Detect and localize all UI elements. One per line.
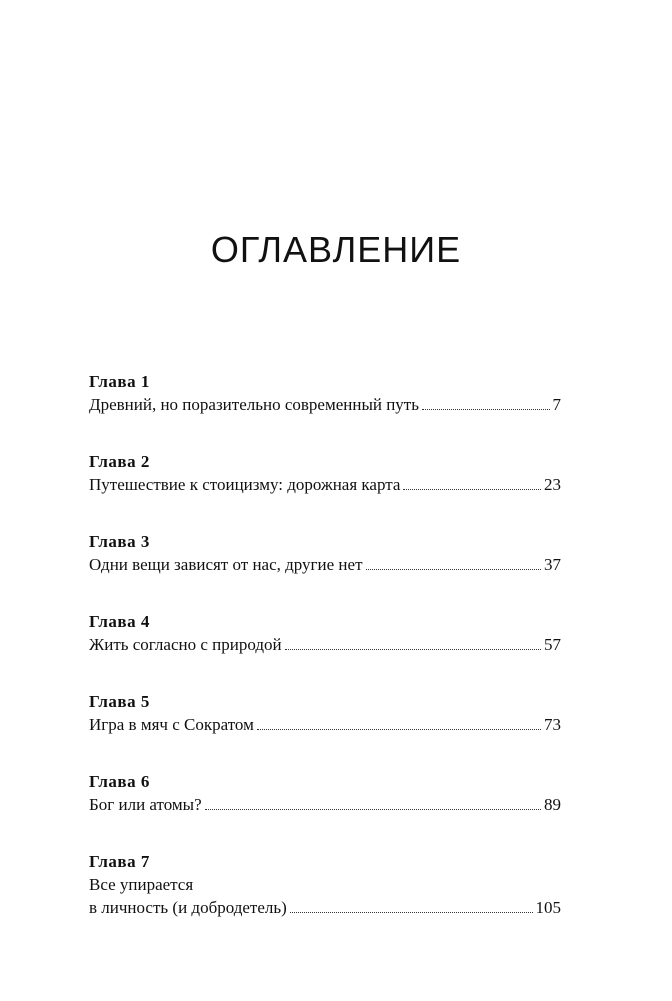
chapter-title: Жить согласно с природой — [89, 635, 282, 654]
toc-chapter-5 — [89, 691, 561, 736]
toc-entry[interactable] — [89, 393, 561, 416]
dot-leader — [290, 911, 533, 913]
page-number: 89 — [544, 795, 561, 814]
page-number: 37 — [544, 555, 561, 574]
toc-entry[interactable] — [89, 896, 561, 919]
dot-leader — [205, 808, 541, 810]
toc-chapter-1 — [89, 371, 561, 416]
page-number: 57 — [544, 635, 561, 654]
page-number: 73 — [544, 715, 561, 734]
toc-entry[interactable] — [89, 793, 561, 816]
toc-chapter-7 — [89, 851, 561, 919]
toc-entry[interactable] — [89, 553, 561, 576]
chapter-label: Глава 6 — [89, 772, 150, 791]
page-title: ОГЛАВЛЕНИЕ — [210, 229, 462, 270]
page-number: 105 — [535, 898, 561, 917]
toc-entry[interactable] — [89, 633, 561, 656]
table-of-contents — [89, 371, 561, 954]
toc-entry[interactable] — [89, 713, 561, 736]
toc-chapter-4 — [89, 611, 561, 656]
toc-chapter-3 — [89, 531, 561, 576]
chapter-title: Игра в мяч с Сократом — [89, 715, 254, 734]
page-number: 7 — [552, 395, 561, 414]
chapter-title: в личность (и добродетель) — [89, 898, 287, 917]
chapter-label: Глава 5 — [89, 692, 150, 711]
chapter-label: Глава 1 — [89, 372, 150, 391]
dot-leader — [366, 568, 542, 570]
dot-leader — [257, 728, 541, 730]
chapter-title: Одни вещи зависят от нас, другие нет — [89, 555, 363, 574]
toc-chapter-2 — [89, 451, 561, 496]
chapter-title: Бог или атомы? — [89, 795, 202, 814]
chapter-label: Глава 4 — [89, 612, 150, 631]
toc-chapter-6 — [89, 771, 561, 816]
dot-leader — [422, 408, 550, 410]
page-number: 23 — [544, 475, 561, 494]
dot-leader — [403, 488, 541, 490]
chapter-label: Глава 3 — [89, 532, 150, 551]
chapter-label: Глава 2 — [89, 452, 150, 471]
dot-leader — [285, 648, 541, 650]
chapter-title: Древний, но поразительно современный путь — [89, 395, 419, 414]
chapter-title: Путешествие к стоицизму: дорожная карта — [89, 475, 401, 494]
toc-entry[interactable] — [89, 473, 561, 496]
chapter-label: Глава 7 — [89, 852, 150, 871]
chapter-title-line1: Все упирается — [89, 875, 194, 894]
